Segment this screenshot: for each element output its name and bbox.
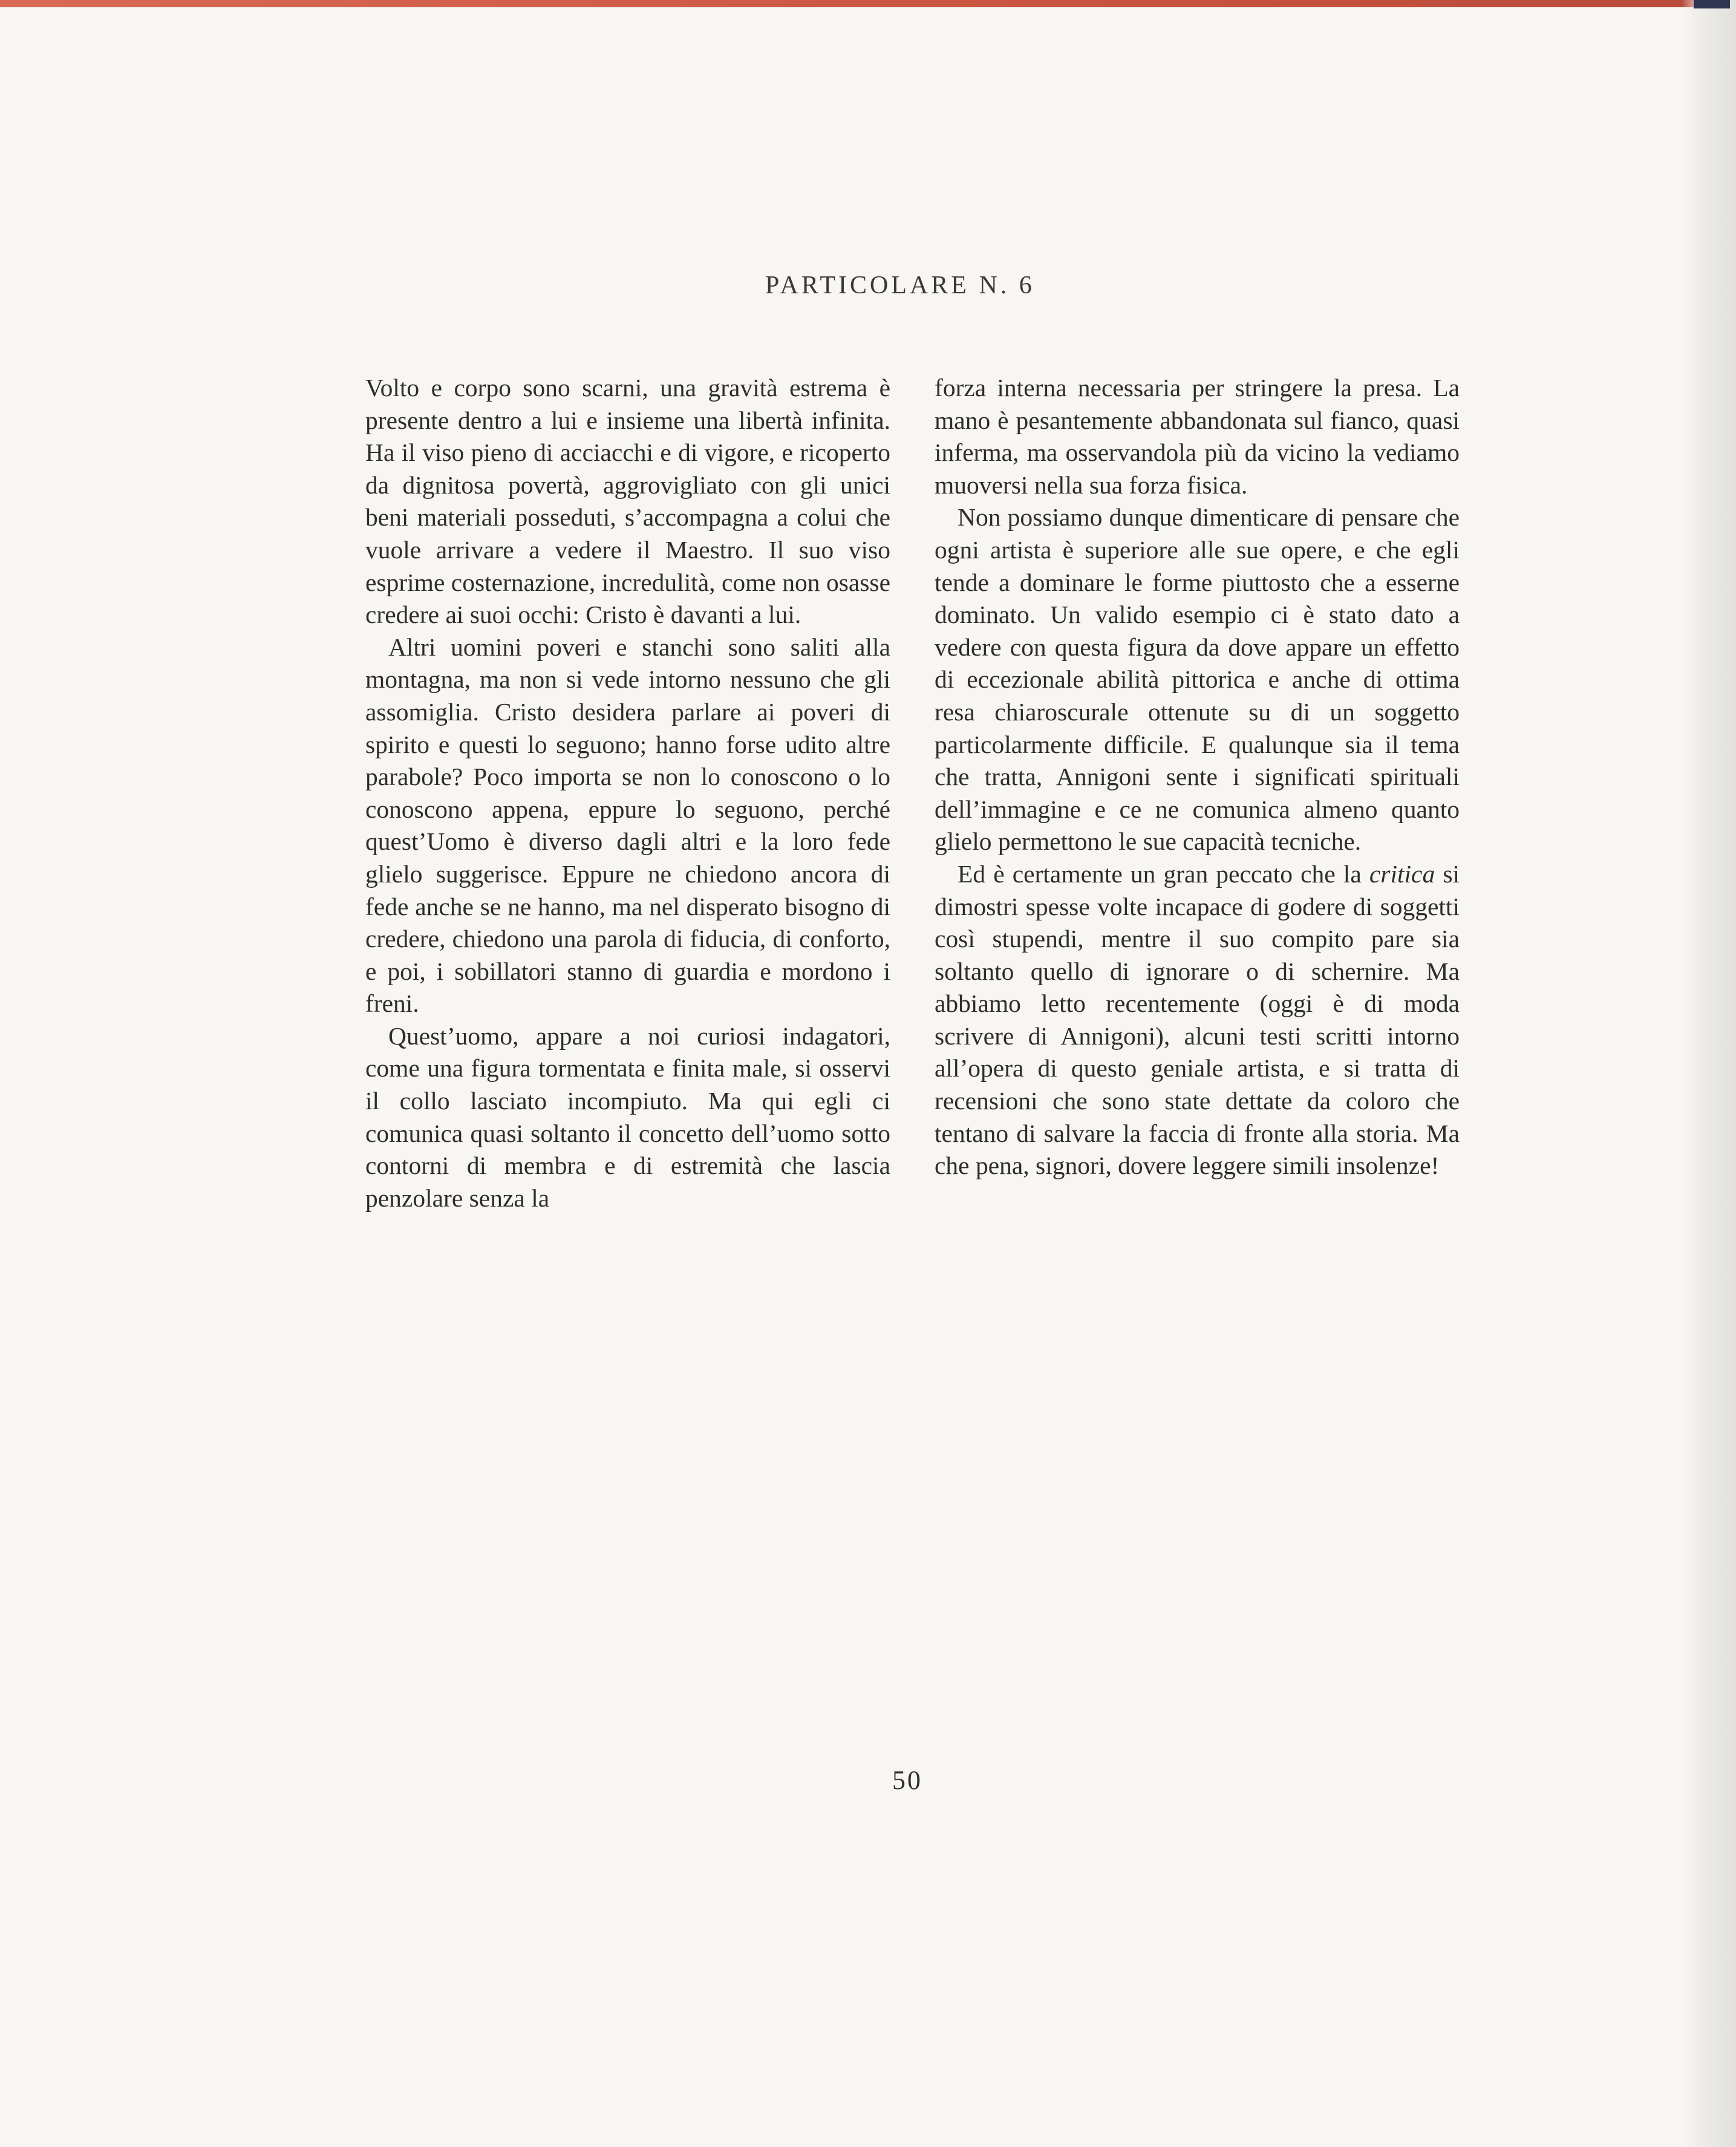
paragraph: Altri uomini poveri e stanchi sono saliti alla montagna, ma non si vede intorno nessuno che gli assomiglia. Cristo desidera parlare ai poveri di spirito e questi lo seguono; hanno forse udito altre parabole? Poco importa se non lo conoscono o lo conoscono appena, eppure lo seguono, perché quest’Uomo è diverso dagli altri e la loro fede glielo suggerisce. Eppure ne chiedono ancora di fede anche se ne hanno, ma nel disperato bisogno di credere, chiedono una parola di fiducia, di conforto, e poi, i sobillatori stanno di guardia e mordono i freni.: [365, 633, 890, 1018]
italic-term: critica: [1369, 859, 1435, 888]
paragraph-text: Ed è certamente un gran peccato che la: [958, 859, 1362, 888]
paragraph: Volto e corpo sono scarni, una gravità estrema è presente dentro a lui e insieme una libertà infinita. Ha il viso pieno di acciacchi e di vigore, e ricoperto da dignitosa povertà, aggrovigliato con gli unici beni materiali posseduti, s’accompagna a colui che vuole arrivare a vedere il Maestro. Il suo viso esprime costernazione, incredulità, come non osasse credere ai suoi occhi: Cristo è davanti a lui.: [365, 374, 890, 629]
section-title: PARTICOLARE N. 6: [765, 272, 1035, 299]
text-column-left: [365, 372, 890, 1214]
book-edge-top: [0, 0, 1736, 7]
paragraph: Quest’uomo, appare a noi curiosi indagatori, come una figura tormentata e finita male, si osservi il collo lasciato incompiuto. Ma qui egli ci comunica quasi soltanto il concetto dell’uomo sotto contorni di membra e di estremità che lascia penzolare senza la: [365, 1021, 890, 1212]
page-number: 50: [892, 1765, 922, 1795]
paragraph: forza interna necessaria per stringere la presa. La mano è pesantemente abbandonata sul fianco, quasi inferma, ma osservandola più da vicino la vediamo muoversi nella sua forza fisica.: [935, 374, 1460, 499]
book-gutter-shadow: [1682, 0, 1736, 2147]
paragraph-text: si dimostri spesse volte incapace di godere di soggetti così stupendi, mentre il suo compito pare sia soltanto quello di ignorare o di schernire. Ma abbiamo letto recentemente (oggi è di moda scrivere di Annigoni), alcuni testi scritti intorno all’opera di questo geniale artista, e si tratta di recensioni che sono state dettate da coloro che tentano di salvare la faccia di fronte alla storia. Ma che pena, signori, dovere leggere simili insolenze!: [935, 859, 1460, 1180]
paragraph: Non possiamo dunque dimenticare di pensare che ogni artista è superiore alle sue opere, e che egli tende a dominare le forme piuttosto che a esserne dominato. Un valido esempio ci è stato dato a vedere con questa figura da dove appare un effetto di eccezionale abilità pittorica e anche di ottima resa chiaroscurale ottenute su di un soggetto particolarmente difficile. E qualunque sia il tema che tratta, Annigoni sente i significati spirituali dell’immagine e ce ne comunica almeno quanto glielo permettono le sue capacità tecniche.: [935, 503, 1460, 856]
book-ribbon-mark: [1694, 0, 1730, 8]
paragraph: [935, 858, 1460, 1182]
text-column-right: [935, 372, 1460, 1182]
